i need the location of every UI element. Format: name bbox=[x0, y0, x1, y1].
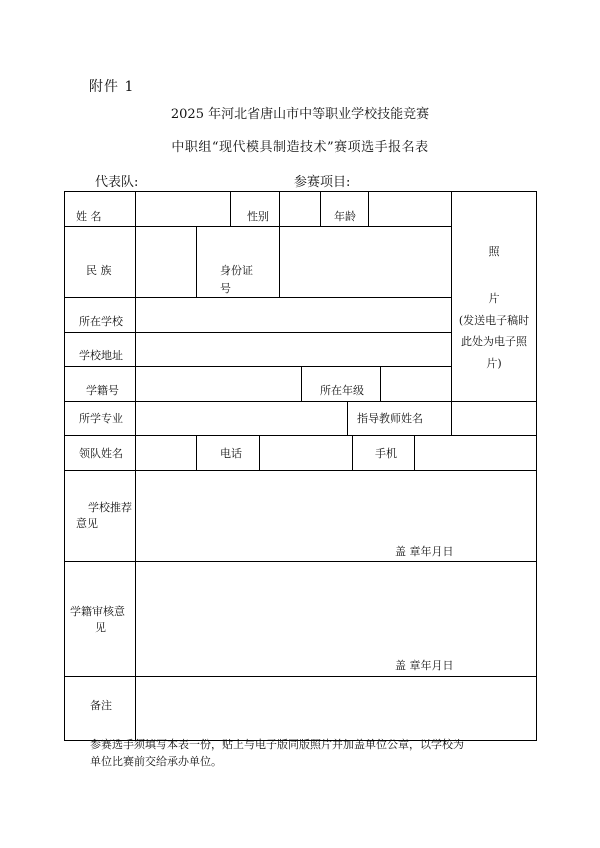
leader-name-field[interactable] bbox=[136, 436, 196, 470]
recommend-field[interactable] bbox=[136, 471, 536, 561]
recommend-label-line2: 意见 bbox=[76, 517, 98, 530]
name-label: 姓 名 bbox=[76, 210, 102, 223]
id-number-field[interactable] bbox=[280, 227, 451, 297]
photo-note-line1: (发送电子稿时 bbox=[458, 314, 530, 327]
school-address-field[interactable] bbox=[136, 333, 451, 366]
school-field[interactable] bbox=[136, 298, 451, 332]
remarks-field[interactable] bbox=[136, 677, 536, 740]
photo-note-line2: 此处为电子照 bbox=[461, 335, 527, 348]
photo-label-line1: 照 bbox=[488, 245, 500, 258]
event-label: 参赛项目: bbox=[294, 175, 351, 190]
ethnicity-label: 民 族 bbox=[86, 264, 112, 277]
page-subtitle: 中职组“现代模具制造技术”赛项选手报名表 bbox=[171, 140, 429, 155]
remarks-label: 备注 bbox=[90, 699, 112, 712]
grade-label: 所在年级 bbox=[320, 384, 364, 397]
photo-label-line2: 片 bbox=[488, 292, 500, 305]
major-field[interactable] bbox=[136, 402, 347, 435]
school-address-label: 学校地址 bbox=[79, 349, 123, 362]
id-number-label-line1: 身份证 bbox=[220, 264, 253, 277]
photo-note-line3: 片) bbox=[486, 357, 502, 370]
mobile-label: 手机 bbox=[375, 447, 397, 460]
student-number-label: 学籍号 bbox=[86, 384, 119, 397]
student-number-field[interactable] bbox=[136, 367, 301, 401]
age-field[interactable] bbox=[369, 192, 451, 226]
review-label-line1: 学籍审核意 bbox=[70, 605, 125, 618]
school-label: 所在学校 bbox=[79, 315, 123, 328]
major-label: 所学专业 bbox=[79, 412, 123, 425]
phone-label: 电话 bbox=[220, 447, 242, 460]
review-field[interactable] bbox=[136, 562, 536, 676]
leader-name-label: 领队姓名 bbox=[79, 447, 123, 460]
phone-field[interactable] bbox=[260, 436, 352, 470]
advisor-name-field[interactable] bbox=[452, 402, 536, 435]
recommend-label-line1: 学校推荐 bbox=[88, 501, 132, 514]
page-title: 2025 年河北省唐山市中等职业学校技能竞赛 bbox=[170, 107, 430, 122]
review-label-line2: 见 bbox=[95, 621, 106, 634]
mobile-field[interactable] bbox=[415, 436, 536, 470]
gender-label: 性别 bbox=[247, 210, 269, 223]
footer-note-line1: 参赛选手须填写本表一份，贴上与电子版同版照片并加盖单位公章，以学校为 bbox=[90, 738, 464, 751]
grade-field[interactable] bbox=[381, 367, 451, 401]
recommend-seal-date: 盖 章年月日 bbox=[395, 545, 454, 558]
attachment-label: 附件 1 bbox=[89, 79, 135, 95]
footer-note-line2: 单位比赛前交给承办单位。 bbox=[90, 755, 222, 768]
review-seal-date: 盖 章年月日 bbox=[395, 659, 454, 672]
advisor-name-label: 指导教师姓名 bbox=[357, 412, 423, 425]
footer-note bbox=[90, 736, 530, 770]
ethnicity-field[interactable] bbox=[136, 227, 196, 297]
age-label: 年龄 bbox=[334, 210, 356, 223]
gender-field[interactable] bbox=[280, 192, 320, 226]
id-number-label-line2: 号 bbox=[220, 282, 231, 295]
name-field[interactable] bbox=[136, 192, 230, 226]
team-label: 代表队: bbox=[95, 175, 139, 190]
